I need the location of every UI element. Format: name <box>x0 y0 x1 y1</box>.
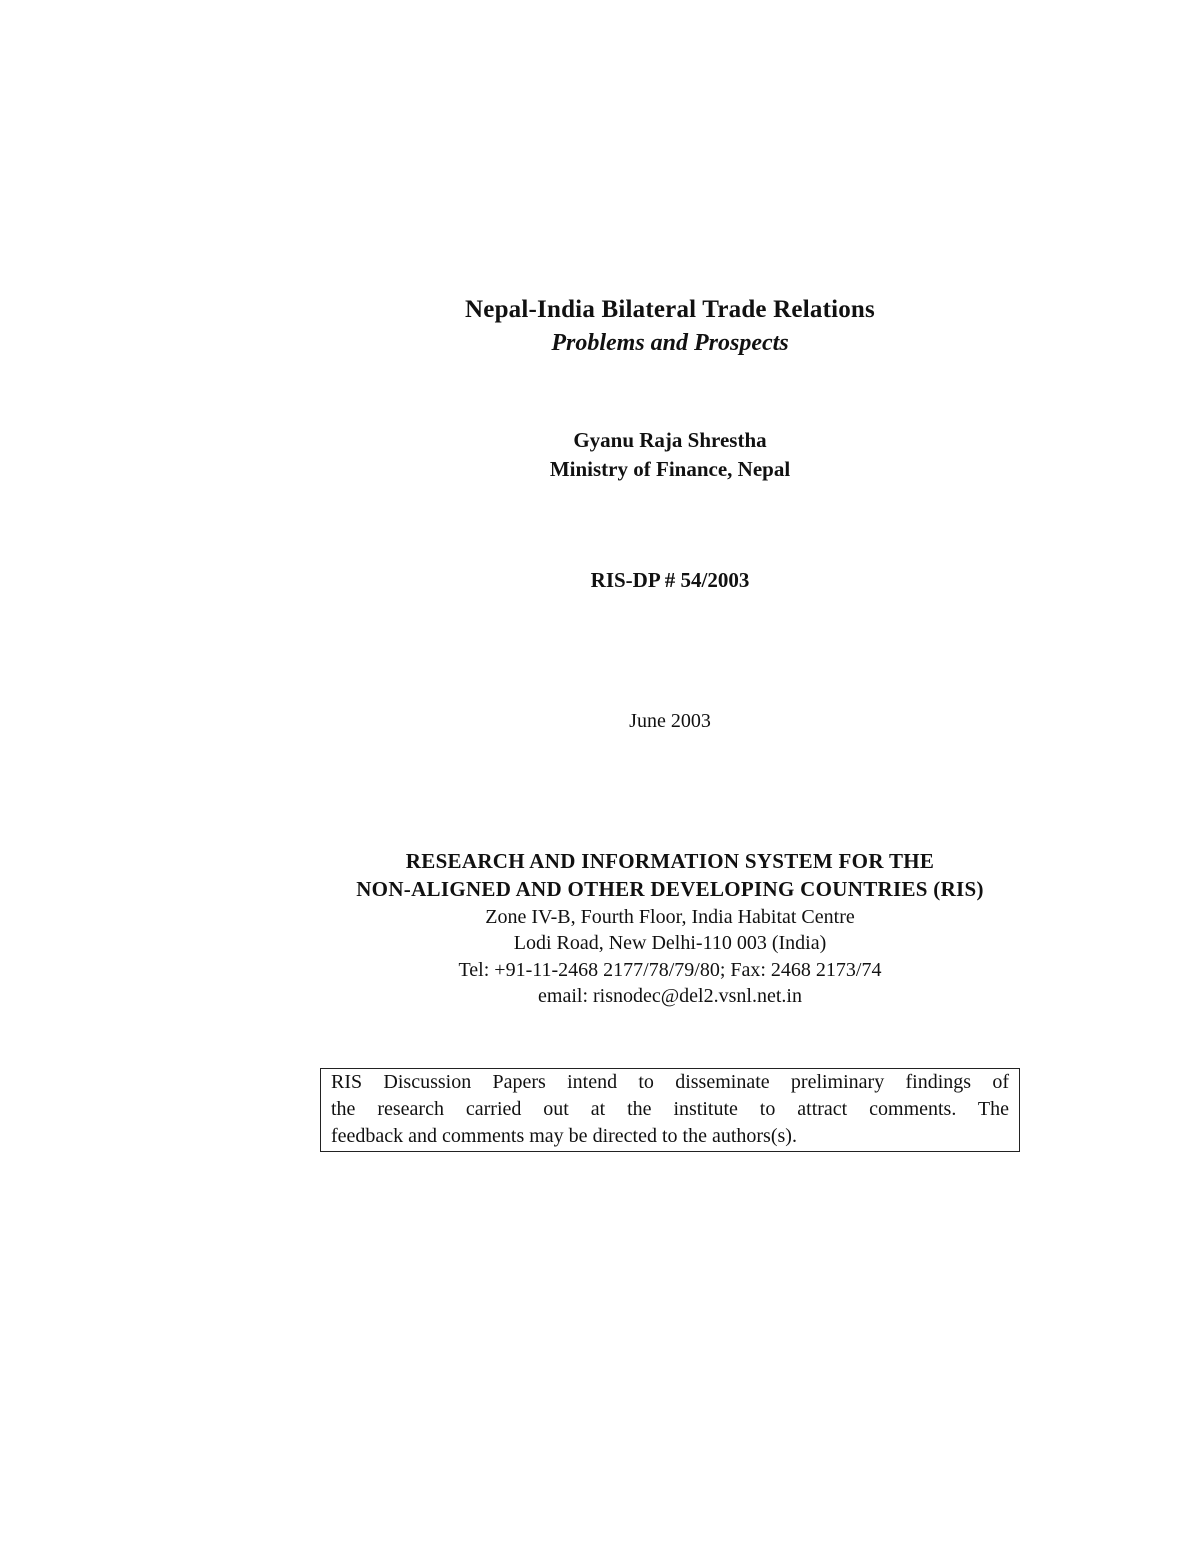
publication-date: June 2003 <box>629 710 711 732</box>
author-name: Gyanu Raja Shrestha <box>573 428 767 452</box>
organization-name-line-2: NON-ALIGNED AND OTHER DEVELOPING COUNTRIES (RIS) <box>356 877 984 901</box>
paper-title: Nepal-India Bilateral Trade Relations <box>465 296 875 323</box>
author-affiliation: Ministry of Finance, Nepal <box>549 457 791 481</box>
notice-line: RIS Discussion Papers intend to disseminate preliminary findings of <box>331 1071 1009 1093</box>
notice-line: feedback and comments may be directed to the authors(s). <box>331 1125 797 1147</box>
notice-line: the research carried out at the institute to attract comments. The <box>331 1098 1009 1120</box>
organization-address-line-2: Lodi Road, New Delhi-110 003 (India) <box>513 932 827 954</box>
organization-name-line-1: RESEARCH AND INFORMATION SYSTEM FOR THE <box>405 849 935 873</box>
discussion-paper-notice-box <box>320 1068 1020 1152</box>
organization-phone-fax: Tel: +91-11-2468 2177/78/79/80; Fax: 2468 2173/74 <box>458 959 882 981</box>
organization-address-line-1: Zone IV-B, Fourth Floor, India Habitat Centre <box>485 906 855 928</box>
paper-subtitle: Problems and Prospects <box>551 330 789 356</box>
discussion-paper-number: RIS-DP # 54/2003 <box>590 568 750 592</box>
organization-email: email: risnodec@del2.vsnl.net.in <box>538 985 802 1007</box>
